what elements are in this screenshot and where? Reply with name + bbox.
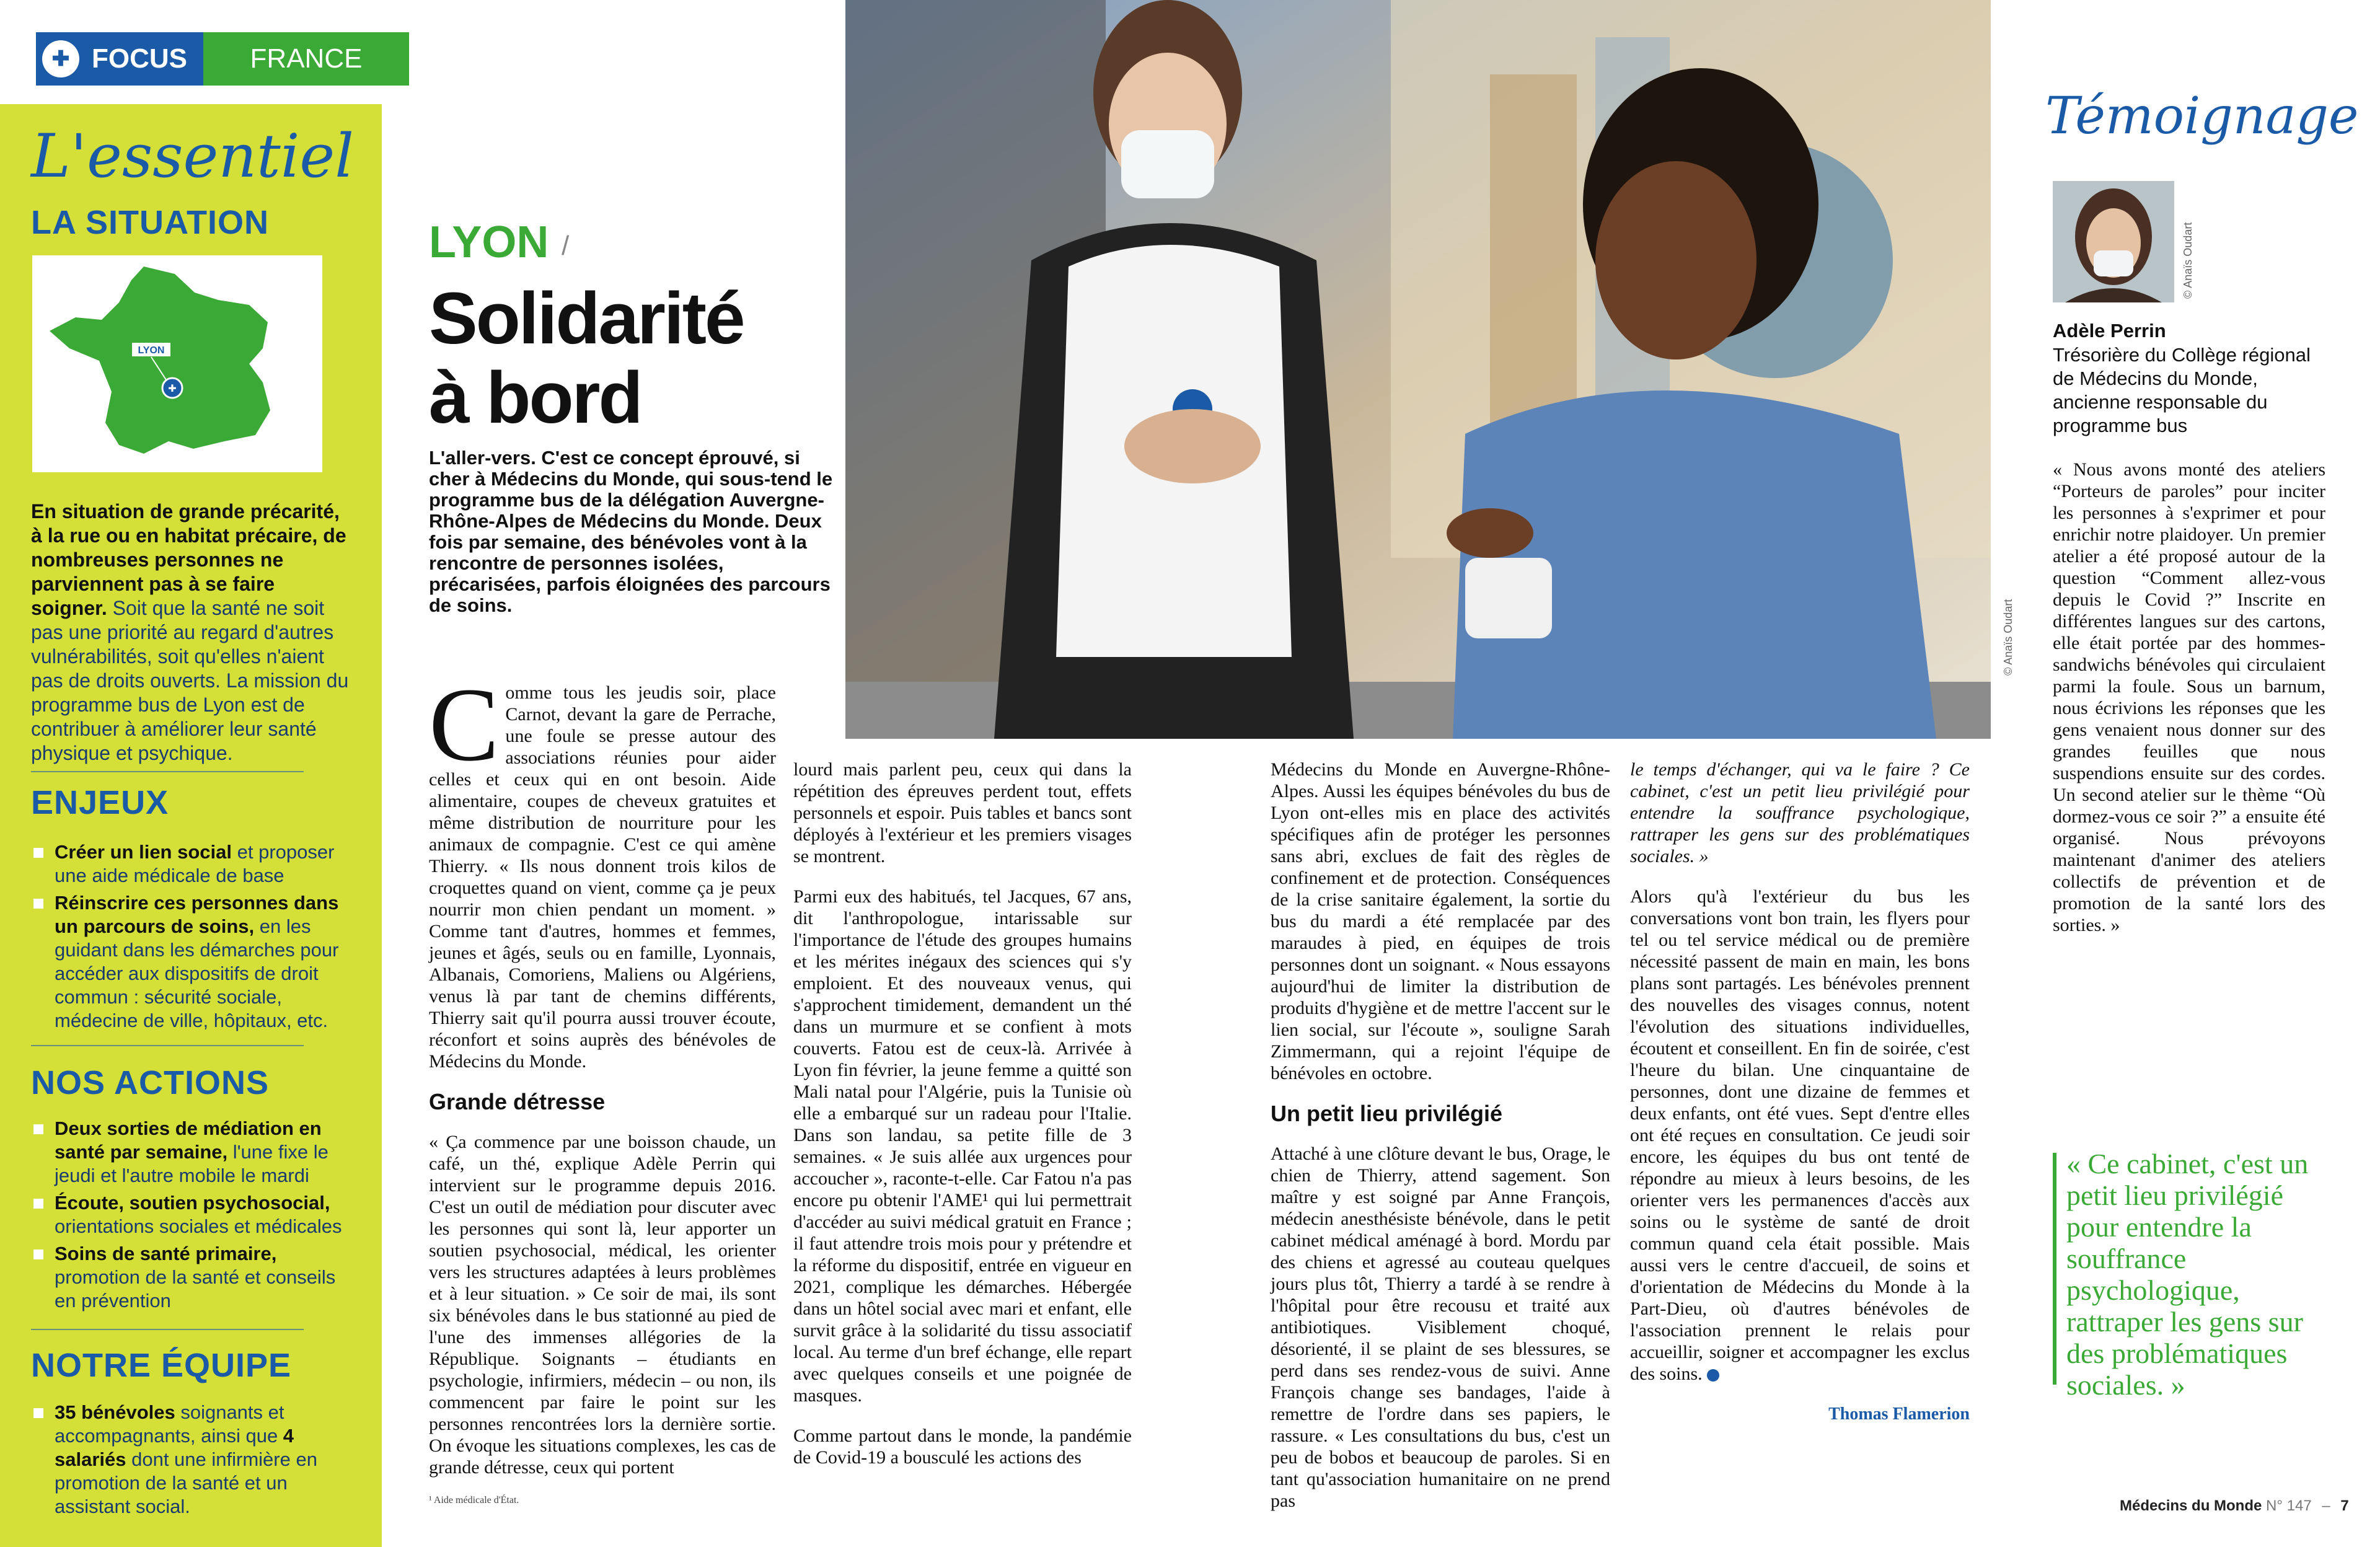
article-column-2 <box>793 759 1132 1487</box>
drop-cap: C <box>429 666 500 783</box>
paragraph <box>1630 886 1970 1385</box>
list-item: Soins de santé primaire, promotion de la santé et conseils en prévention <box>31 1242 359 1313</box>
divider <box>31 771 304 772</box>
headline <box>429 279 744 438</box>
situation-body: Soit que la santé ne soit pas une priorité au regard d'autres vulnérabilités, soit qu'elles n'aient pas de droits ouverts. La mission du programme bus de Lyon est de contribuer à améliorer leur santé physique et psychique. <box>31 597 349 764</box>
paragraph: le temps d'échanger, qui va le faire ? Ce cabinet, c'est un petit lieu privilégié pour entendre la souffrance psychologique, rattraper les gens sur des problématiques sociales. » <box>1630 759 1970 866</box>
map-label-lyon: LYON <box>138 345 165 356</box>
situation-bold: En situation de grande précarité, à la rue ou en habitat précaire, de nombreuses personnes ne parviennent pas à se faire soigner. <box>31 500 346 619</box>
headline-line-2: à bord <box>429 357 641 439</box>
paragraph-text: omme tous les jeudis soir, place Carnot, devant la gare de Perrache, une foule se presse autour des associations réunies pour aider celles et ceux qui en ont besoin. Aide alimentaire, coupes de cheveux gratuites et même distribution de nourriture pour les animaux de compagnie. C'est ce qui amène Thierry. « Ils nous donnent trois kilos de croquettes quand on vient, comme ça je peux nourrir mon chien pendant un moment. » Comme tant d'autres, hommes et femmes, jeunes et âgés, seuls ou en famille, Lyonnais, Albanais, Comoriens, Maliens ou Algériens, venus là par tant de chemins différents, Thierry sait qu'il pourra aussi trouver écoute, réconfort et soins auprès des bénévoles de Médecins du Monde. <box>429 682 776 1072</box>
enjeux-title: ENJEUX <box>31 784 169 821</box>
enjeux-list <box>31 840 359 1036</box>
footnote: ¹ Aide médicale d'État. <box>429 1495 519 1505</box>
headline-line-1: Solidarité <box>429 278 744 359</box>
portrait-credit: © Anaïs Oudart <box>2182 222 2194 299</box>
person-role: Trésorière du Collège régional de Médecins du Monde, ancienne responsable du programme bus <box>2053 344 2311 436</box>
testimony-text: « Nous avons monté des ateliers “Porteurs de paroles” pour inciter les personnes à s'exprimer et pour enrichir notre plaidoyer. Un premier atelier a été proposé autour de la question “Comment allez-vous depuis le Covid ?” Inscrite en différentes langues sur des cartons, elle était portée par des hommes-sandwichs bénévoles qui circulaient parmi la foule. Sous un barnum, nous écrivions les réponses que les gens venaient nous donner sur des grandes feuilles que nous suspendions ensuite sur des cordes. Un second atelier sur le thème “Où dormez-vous ce soir ?” a ensuite été organisé. Nous prévoyons maintenant d'animer des ateliers collectifs de prévention et de promotion de la santé lors des sorties. » <box>2053 459 2325 935</box>
list-item: Deux sorties de médiation en santé par semaine, l'une fixe le jeudi et l'autre mobile le mardi <box>31 1117 359 1188</box>
paragraph-text: Alors qu'à l'extérieur du bus les conversations vont bon train, les flyers pour tel ou tel service médical ou de première nécessité passent de main en main, les bons plans sont partagés. Les bénévoles prennent des nouvelles des visages connus, notent l'évolution des situations individuelles, écoutent et conseillent. En fin de soirée, c'est l'heure du bilan. Une cinquantaine de personnes, dont une dizaine de femmes et deux enfants, ont été vues. Sept d'entre elles ont été reçues en consultation. Ce jeudi soir encore, les équipes du bus ont tenté de répondre au mieux à leurs besoins, de les orienter vers les permanences d'accès aux soins ou le système de santé de droit commun quand cela était possible. Mais aussi vers le centre d'accueil, de soins et d'orientation de Médecins du Monde à la Part-Dieu, où d'autres bénévoles de l'association prennent le relais pour accueillir, soigner et accompagner les exclus des soins. <box>1630 886 1970 1384</box>
paragraph: « Ça commence par une boisson chaude, un café, un thé, explique Adèle Perrin qui intervient sur le programme depuis 2016. C'est un outil de médiation pour discuter avec les personnes qui sont là, leur apporter un soutien psychosocial, médical, les orienter vers les structures adaptées à leurs problèmes et à leur situation. » Ce soir de mai, ils sont six bénévoles dans le bus stationné au pied de l'une des immenses allégories de la République. Soignants – étudiants en psychologie, infirmiers, médecin – ou non, ils commencent par faire le point sur les personnes rencontrées lors la dernière sortie. On évoque les situations complexes, les cas de grande détresse, ceux qui portent <box>429 1132 776 1478</box>
france-map-graphic <box>32 255 322 472</box>
actions-title: NOS ACTIONS <box>31 1064 270 1101</box>
testimony-column <box>2053 459 2325 954</box>
person-name: Adèle Perrin <box>2053 320 2166 342</box>
page-footer <box>2120 1497 2349 1515</box>
article-column-4 <box>1630 759 1970 1425</box>
adele-perrin-portrait <box>2053 181 2174 302</box>
volunteers-photo-illustration <box>845 0 1991 739</box>
paragraph: Comme partout dans le monde, la pandémie de Covid-19 a bousculé les actions des <box>793 1426 1132 1468</box>
list-item: Créer un lien social et proposer une aide médicale de base <box>31 840 359 888</box>
paragraph: Médecins du Monde en Auvergne-Rhône-Alpes. Aussi les équipes bénévoles du bus de Lyon ont-elles mis en place des activités spécifiques afin de protéger les personnes sans abri, exclues de fait des règles de confinement et de protection. Conséquences de la crise sanitaire également, la sortie du bus du mardi a été remplacée par des maraudes à pied, en équipes de trois personnes dont un soignant. « Nous essayons aujourd'hui de limiter la distribution de produits d'hygiène et de mettre l'accent sur le lien social, sur l'écoute », souligne Sarah Zimmermann, qui a rejoint l'équipe de bénévoles en octobre. <box>1271 759 1610 1083</box>
divider <box>31 1329 304 1330</box>
portrait-photo <box>2053 181 2174 302</box>
author-byline: Thomas Flamerion <box>1828 1404 1970 1424</box>
situation-title: LA SITUATION <box>31 204 269 241</box>
section-tag: FRANCE <box>203 32 409 86</box>
medecins-du-monde-logo-icon: ✚ <box>42 40 79 77</box>
article-photo <box>845 0 1991 739</box>
city-slash: / <box>562 231 570 261</box>
france-map <box>32 255 322 472</box>
pull-quote: « Ce cabinet, c'est un petit lieu privilégié pour entendre la souffrance psychologique, rattraper les gens sur des problématiques sociales. » <box>2066 1148 2309 1401</box>
svg-text:✚: ✚ <box>168 382 177 394</box>
lead-paragraph: L'aller-vers. C'est ce concept éprouvé, si cher à Médecins du Monde, qui sous-tend le programme bus de la délégation Auvergne-Rhône-Alpes de Médecins du Monde. Deux fois par semaine, des bénévoles vont à la rencontre de personnes isolées, précarisées, parfois éloignées des parcours de soins. <box>429 447 833 616</box>
paragraph <box>429 666 776 1072</box>
divider <box>31 1045 304 1046</box>
subhead-petit-lieu: Un petit lieu privilégié <box>1271 1101 1503 1126</box>
paragraph: lourd mais parlent peu, ceux qui dans la répétition des épreuves perdent tout, effets personnels et espoir. Puis tables et bancs sont déployés à l'extérieur et les premiers visages se montrent. <box>793 759 1132 866</box>
footer-dash: – <box>2322 1497 2330 1514</box>
issue-number: N° 147 <box>2266 1497 2312 1514</box>
publication-name: Médecins du Monde <box>2120 1497 2262 1514</box>
article-column-3 <box>1271 759 1610 1530</box>
paragraph: Parmi eux des habitués, tel Jacques, 67 ans, dit l'anthropologue, intarissable sur l'importance de l'étude des groupes humains et les mérites inégaux des sciences qui s'y emploient. Et des nouveaux venus, qui s'approchent timidement, demandent un thé dans un murmure et se confient à mots couverts. Fatou est de ceux-là. Arrivée à Lyon fin février, la jeune femme a quitté son Mali natal pour l'Algérie, puis la Tunisie où elle a embarqué sur un radeau pour l'Italie. Dans son landau, sa petite fille de 3 semaines. « Je suis allée aux urgences pour accoucher », raconte-t-elle. Car Fatou n'a pas encore pu obtenir l'AME¹ qui lui permettrait d'accéder au suivi médical gratuit en France ; il faut attendre trois mois pour y prétendre et la réforme du dispositif, entrée en vigueur en 2021, complique les démarches. Hébergée dans un hôtel social avec mari et enfant, elle survit grâce à la solidarité du tissu associatif local. Au terme d'un bref échange, elle repart avec quelques conseils et une poignée de masques. <box>793 886 1132 1406</box>
focus-tag <box>36 32 203 86</box>
list-item: 35 bénévoles soignants et accompagnants, ainsi que 4 salariés dont une infirmière en promotion de la santé et un assistant social. <box>31 1401 359 1518</box>
focus-label: FOCUS <box>92 43 187 74</box>
pull-quote-bar <box>2053 1153 2056 1385</box>
end-mark-icon <box>1707 1369 1719 1382</box>
paragraph: Attaché à une clôture devant le bus, Orage, le chien de Thierry, attend sagement. Son maître y est soigné par Anne François, médecin anesthésiste bénévole, dans le petit cabinet médical aménagé à bord. Mordu par des chiens et agressé au couteau quelques jours plus tôt, Thierry a tardé à se rendre à l'hôpital pour être recousu et traité aux antibiotiques. Visiblement choqué, désorienté, il se plaint de ses blessures, se perd dans ses rendez-vous de suivi. Anne François change ses bandages, l'aide à remettre de l'ordre dans ses papiers, le rassure. « Les consultations du bus, c'est un peu de bobos et beaucoup de paroles. Si en tant qu'association humanitaire on ne prend pas <box>1271 1144 1610 1511</box>
article-column-1 <box>429 666 776 1497</box>
list-item: Réinscrire ces personnes dans un parcours de soins, en les guidant dans les démarches pour accéder aux dispositifs de droit commun : sécurité sociale, médecine de ville, hôpitaux, etc. <box>31 891 359 1033</box>
testimony-title: Témoignage <box>2045 87 2359 146</box>
situation-text <box>31 500 353 765</box>
photo-credit: © Anaïs Oudart <box>2002 599 2014 676</box>
page-number: 7 <box>2340 1497 2349 1514</box>
subhead-grande-detresse: Grande détresse <box>429 1089 606 1114</box>
equipe-list <box>31 1401 359 1522</box>
essentials-title: L'essentiel <box>31 121 354 191</box>
actions-list <box>31 1117 359 1316</box>
city-label: LYON <box>429 218 549 267</box>
list-item: Écoute, soutien psychosocial, orientations sociales et médicales <box>31 1191 359 1238</box>
equipe-title: NOTRE ÉQUIPE <box>31 1347 292 1384</box>
